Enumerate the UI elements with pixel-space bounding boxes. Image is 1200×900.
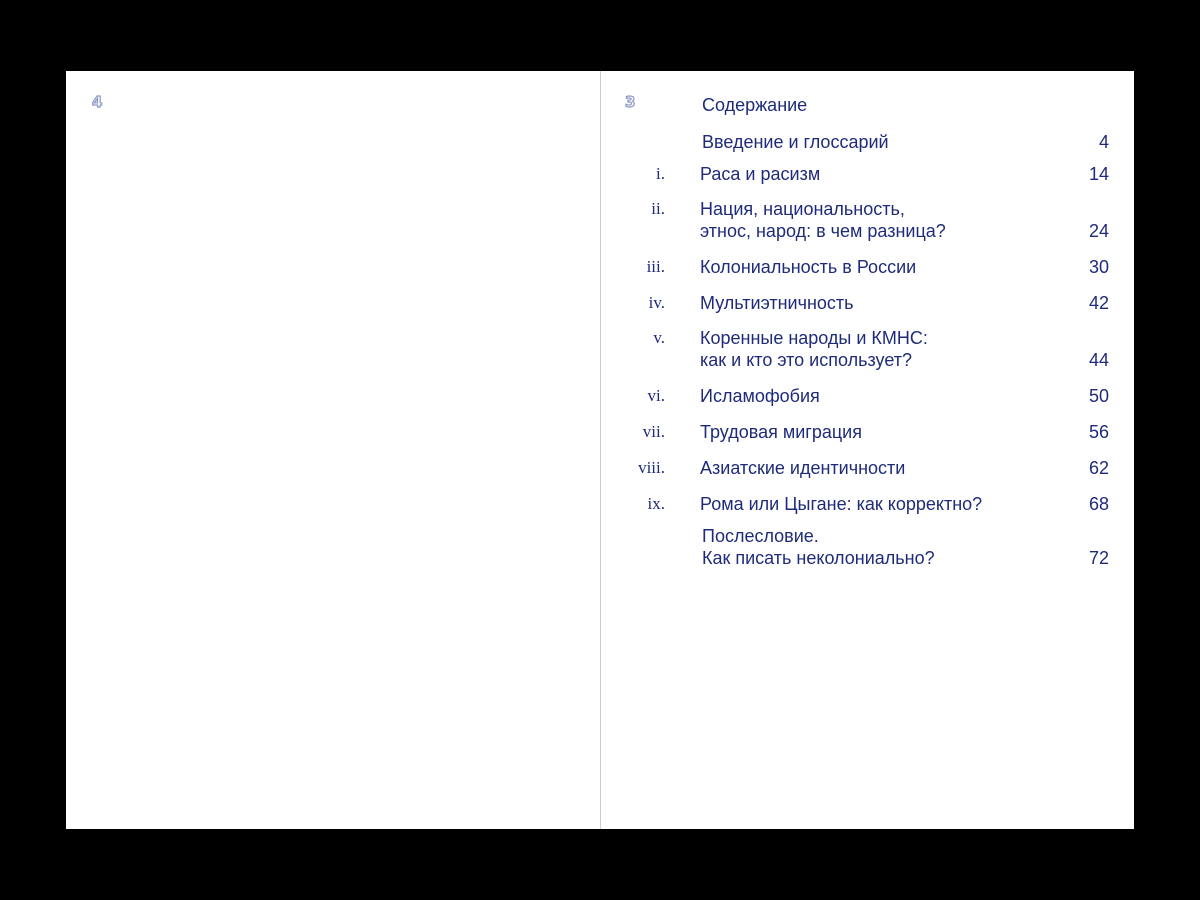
toc-entry[interactable] xyxy=(601,131,1109,153)
toc-entry-title: Исламофобия xyxy=(700,386,820,406)
toc-numeral: vi. xyxy=(647,386,665,405)
toc-entry-title: Раса и расизм xyxy=(700,164,821,184)
toc-numeral: iii. xyxy=(646,257,665,276)
toc-entry[interactable] xyxy=(601,457,1109,479)
toc-entry-title: Трудовая миграция xyxy=(700,422,862,442)
toc-numeral: ii. xyxy=(651,199,665,218)
toc-numeral: iv. xyxy=(648,293,665,312)
toc-entry[interactable] xyxy=(601,256,1109,278)
page-number-right: 3 xyxy=(625,93,636,111)
toc-entry-title: Введение и глоссарий xyxy=(702,132,889,152)
toc-numeral: v. xyxy=(653,328,665,347)
toc-entry-title: Рома или Цыгане: как корректно? xyxy=(700,494,983,514)
toc-entry-title: Мультиэтничность xyxy=(700,293,854,313)
toc-entry[interactable] xyxy=(601,292,1109,314)
toc-page-number: 30 xyxy=(1088,257,1109,277)
toc-entry-title: Нация, национальность, этнос, народ: в чем разница? xyxy=(700,199,946,241)
toc-numeral: i. xyxy=(656,164,665,183)
toc-numeral: ix. xyxy=(647,494,665,513)
toc-page-number: 42 xyxy=(1088,293,1109,313)
toc-page-number: 62 xyxy=(1088,458,1109,478)
toc-entry[interactable] xyxy=(601,493,1109,515)
toc-numeral: viii. xyxy=(638,458,665,477)
toc-numeral: vii. xyxy=(642,422,665,441)
toc-entry[interactable] xyxy=(601,327,1109,371)
toc-page-number: 14 xyxy=(1088,164,1109,184)
toc-entry-title: Послесловие. Как писать неколониально? xyxy=(702,526,935,568)
toc-entry[interactable] xyxy=(601,421,1109,443)
toc-entry[interactable] xyxy=(601,198,1109,242)
toc-entry-title: Колониальность в России xyxy=(700,257,917,277)
toc-entry[interactable] xyxy=(601,525,1109,569)
right-page xyxy=(601,71,1134,829)
left-page xyxy=(66,71,600,829)
toc-page-number: 4 xyxy=(1098,132,1109,152)
toc-page-number: 56 xyxy=(1088,422,1109,442)
toc-page-number: 44 xyxy=(1088,350,1109,370)
toc-entry[interactable] xyxy=(601,163,1109,185)
toc-page-number: 72 xyxy=(1088,548,1109,568)
page-number-left: 4 xyxy=(92,93,103,111)
toc-page-number: 68 xyxy=(1088,494,1109,514)
toc-title: Содержание xyxy=(702,95,808,115)
toc-entry-title: Коренные народы и КМНС: как и кто это использует? xyxy=(700,328,928,370)
toc-page-number: 50 xyxy=(1088,386,1109,406)
toc-page-number: 24 xyxy=(1088,221,1109,241)
book-spread xyxy=(66,71,1134,829)
toc-entry[interactable] xyxy=(601,385,1109,407)
toc-entry-title: Азиатские идентичности xyxy=(700,458,906,478)
